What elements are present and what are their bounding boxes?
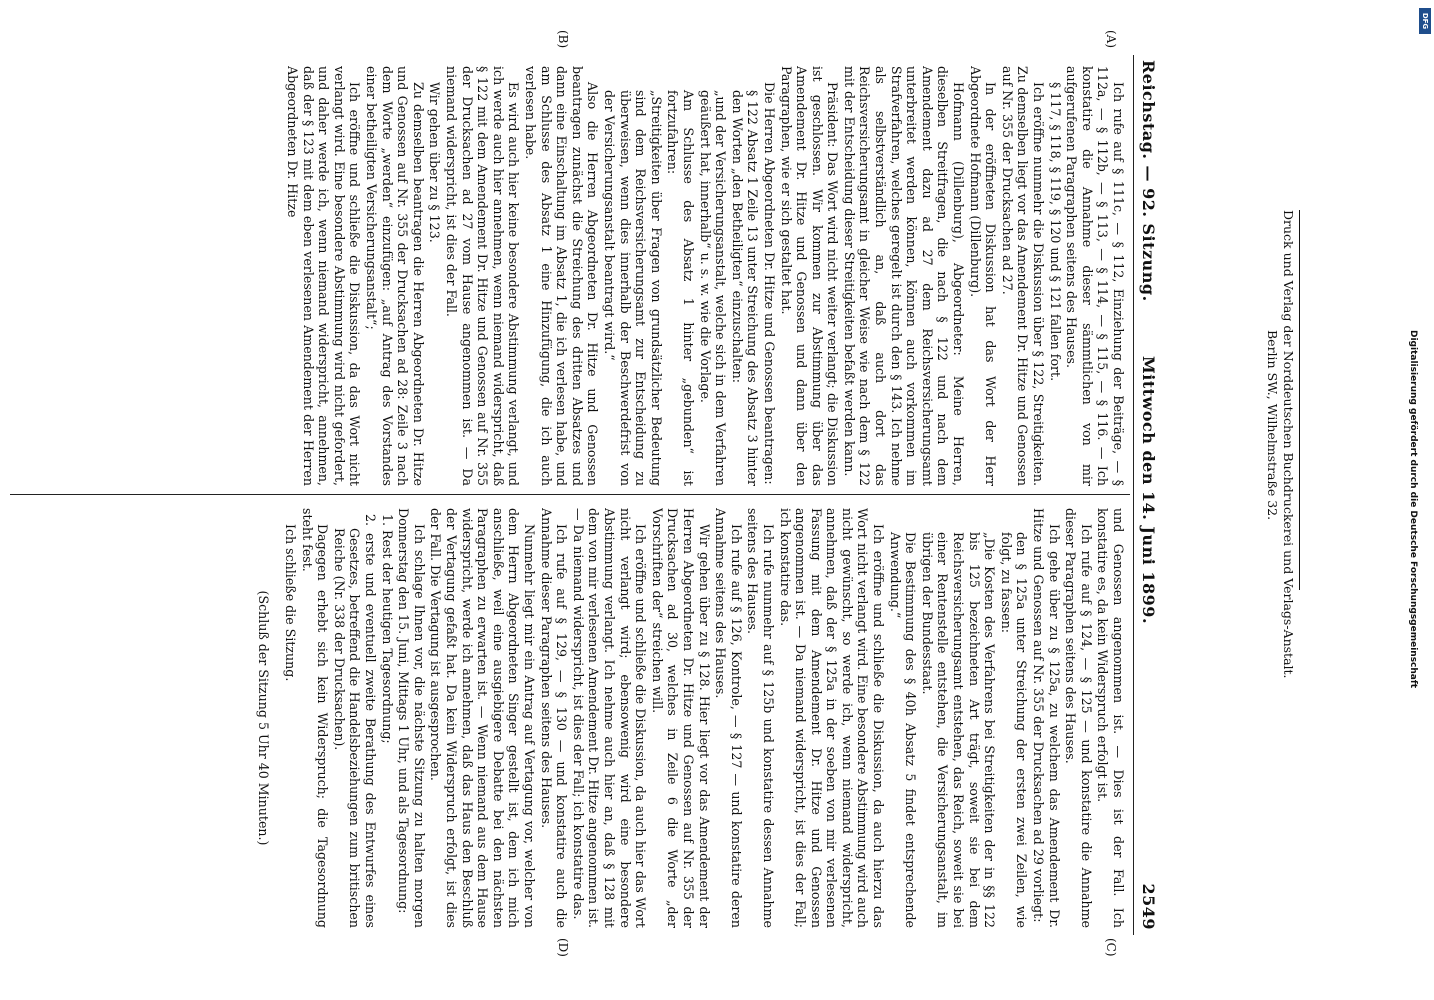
paragraph: und Genossen angenommen ist. — Dies ist der Fall. Ich konstatire es, da kein Widerspruch erfolgt ist. [1095,508,1126,928]
paragraph: In der eröffneten Diskussion hat das Wort der Herr Abgeordnete Hofmann (Dillenburg). [967,66,999,486]
paragraph: Ich eröffne und schließe die Diskussion, da auch hierzu das Wort nicht verlangt wird. Eine besondere Abstimmung wird auch nicht gewünscht, so werde ich, wenn niemand widerspricht, annehmen, daß der § 125a in der soeben von mir verlesenen Fassung mit dem Amendement Dr. Hitze und Genossen angenommen ist. — Da niemand widerspricht, ist dies der Fall; ich konstatire das. [777,508,887,928]
paragraph: § 117, § 118, § 119, § 120 und § 121 fallen fort. [1047,82,1063,382]
motion-text: Die Bestimmung des § 40h Absatz 5 findet entsprechende Anwendung.“ [887,532,919,928]
margin-marker-c: (C) [1104,938,1118,957]
imprint-rule [1299,210,1300,590]
paragraph: Ich rufe auf § 111c, — § 112, Einziehung der Beiträge, — § 112a, — § 112b, — § 113, — § 114, — § 115, — § 116. — Ich konstatire die Annahme dieser sämmtlichen von mir aufgerufenen Paragraphen seitens des Hauses. [1064,66,1126,486]
agenda-item: 2. erste und eventuell zweite Berathung des Entwurfes eines Gesetzes, betreffend die Handelsbeziehungen zum britischen Reiche (Nr. 338 der Drucksachen). [331,514,379,928]
paragraph: Ich schlage Ihnen vor, die nächste Sitzung zu halten morgen Donnerstag den 15. Juni, Mittags 1 Uhr, und als Tagesordnung: [396,508,427,928]
paragraph: Die Herren Abgeordneten Dr. Hitze und Genossen beantragen: [761,82,777,485]
imprint-line-1: Druck und Verlag der Norddeutschen Buchdruckerei und Verlags-Anstalt. [1281,210,1296,679]
header-rule [1133,55,1134,935]
paragraph: Ich eröffne und schließe die Diskussion, da auch hier das Wort nicht verlangt wird; ebensowenig wird eine besondere Abstimmung verlangt. Ich nehme auch hier an, daß § 128 mit dem von mir verlesenen Amendement Dr. Hitze angenommen ist. — Da niemand widerspricht, ist dies der Fall; ich konstatire das. [570,508,649,928]
paragraph: Präsident: Das Wort wird nicht weiter verlangt; die Diskussion ist geschlossen. Wir kommen zur Abstimmung über das Amendement Dr. Hitze und Genossen und dann über den Paragraphen, wie er sich gestaltet hat. [778,66,841,486]
paragraph: Es wird auch hier keine besondere Abstimmung verlangt, und ich werde auch hier annehmen, wenn niemand widerspricht, daß § 122 mit dem Amendement Dr. Hitze und Genossen auf Nr. 355 der Drucksachen ad 27 vom Hause angenommen ist. — Da niemand widerspricht, ist dies der Fall. [444,66,522,486]
paragraph: Wir gehen über zu § 123. [427,82,443,243]
paragraph: Ich eröffne und schließe die Diskussion, da das Wort nicht verlangt wird. Eine besondere Abstimmung wird nicht gefordert, und daher werde ich, wenn niemand widerspricht, annehmen, daß der § 123 mit dem eben verlesenen Amendement der Herren Abgeordneten Dr. Hitze [285,66,363,486]
motion-text: den § 125a unter Streichung der ersten zwei Zeilen, wie folgt, zu fassen: [998,532,1030,928]
running-header-date: Mittwoch den 14. Juni 1899. [1139,355,1158,625]
paragraph: Also die Herren Abgeordneten Dr. Hitze und Genossen beantragen zunächst die Streichung des dritten Absatzes und dann eine Einschaltung im Absatz 1, die ich verlesen habe, und am Schlusse des Absatz 1 eine Hinzufügung, die ich auch verlesen habe. [523,66,601,486]
paragraph: Ich gehe über zu § 125a, zu welchem das Amendement Dr. Hitze und Genossen auf Nr. 355 der Drucksachen ad 29 vorliegt: [1031,508,1062,928]
paragraph: Zu demselben beantragen die Herren Abgeordneten Dr. Hitze und Genossen auf Nr. 355 der Drucksachen ad 28: Zeile 3 nach dem Worte „werden“ einzufügen: „auf Antrag des Vorstandes einer betheiligten Versicherungsanstalt“; [364,66,426,486]
left-column [6,66,1126,486]
paragraph: Nunmehr liegt mir ein Antrag auf Vertagung vor, welcher von dem Herrn Abgeordneten Singer gestellt ist, dem ich mich anschließe, weil eine ausgiebigere Debatte bei den nächsten Paragraphen zu erwarten ist. — Wenn niemand aus dem Hause widerspricht, werde ich annehmen, daß das Haus den Beschluß der Vertagung gefaßt hat. Da kein Widerspruch erfolgt, ist dies der Fall. Die Vertagung ist ausgesprochen. [428,508,538,928]
paragraph: Ich rufe auf § 129, — § 130 — und konstatire auch die Annahme dieser Paragraphen seitens des Hauses. [538,508,570,928]
margin-marker-d: (D) [556,938,570,957]
imprint-line-2: Berlin SW., Wilhelmstraße 32. [1265,330,1280,521]
column-divider [10,494,1130,495]
paragraph: Ich rufe auf § 126, Kontrole, — § 127 — und konstatire deren Annahme seitens des Hauses. [713,508,744,928]
running-header-left: Reichstag. — 92. Sitzung. [1139,60,1158,302]
right-column [6,508,1126,928]
paragraph: Dagegen erhebt sich kein Widerspruch; die Tagesordnung steht fest. [299,508,331,928]
digitization-note: Digitalisierung gefördert durch die Deutsche Forschungsgemeinschaft [1408,330,1418,689]
motion-text: Am Schlusse des Absatz 1 hinter „gebunden“ ist fortzufahren: [665,90,696,486]
paragraph: Ich rufe auf § 124, — § 125 — und konstatire die Annahme dieser Paragraphen seitens des Hauses. [1063,508,1094,928]
margin-marker-b: (B) [556,30,570,49]
paragraph: Ich eröffne nunmehr die Diskussion über § 122, Streitigkeiten. Zu demselben liegt vor das Amendement Dr. Hitze und Genossen auf Nr. 355 der Drucksachen ad 27. [999,66,1047,486]
paragraph: Hofmann (Dillenburg), Abgeordneter: Meine Herren, dieselben Streitfragen, die nach § 122 und nach dem Amendement dazu ad 27 dem Reichsversicherungsamt unterbreitet werden können, können auch vorkommen im Strafverfahren, welches geregelt ist durch den § 143. Ich nehme als selbstverständlich an, daß auch dort das Reichsversicherungsamt in gleicher Weise wie nach dem § 122 mit der Entscheidung dieser Streitigkeiten befaßt werden kann. [841,66,967,486]
agenda-item: 1. Rest der heutigen Tagesordnung; [379,514,395,744]
dfg-logo: DFG [1419,8,1431,34]
paragraph: Wir gehen über zu § 128. Hier liegt vor das Amendement der Herren Abgeordneten Dr. Hitze und Genossen auf Nr. 355 der Drucksachen ad 30, welches in Zeile 6 die Worte „der Vorschriften der“ streichen will. [649,508,712,928]
margin-marker-a: (A) [1104,30,1118,49]
motion-text: „und der Versicherungsanstalt, welche sich in dem Verfahren geäußert hat, innerhalb“ u. s. w. wie die Vorlage. [697,90,729,486]
printer-imprint [1240,210,1300,750]
motion-text: „Streitigkeiten über Fragen von grundsätzlicher Bedeutung sind dem Reichsversicherungsamt zur Entscheidung zu überweisen, wenn dies innerhalb der Beschwerdefrist von der Versicherungsanstalt beantragt wird.“ [602,90,664,486]
session-end-note: (Schluß der Sitzung 5 Uhr 40 Minuten.) [255,590,271,846]
motion-text: „Die Kosten des Verfahrens bei Streitigkeiten der in §§ 122 bis 125 bezeichneten Art trägt, soweit sie bei dem Reichsversicherungsamt entstehen, das Reich, soweit sie bei einer Rentenstelle entstehen, die Versicherungsanstalt, im übrigen der Bundesstaat. [919,532,998,928]
page-number: 2549 [1139,883,1158,930]
paragraph: Ich schließe die Sitzung. [283,524,299,682]
paragraph: Ich rufe nunmehr auf § 125b und konstatire dessen Annahme seitens des Hauses. [745,508,776,928]
motion-text: § 122 Absatz 1 Zeile 13 unter Streichung des Absatz 3 hinter den Worten „den Betheiligten“ einzuschalten: [729,90,761,486]
